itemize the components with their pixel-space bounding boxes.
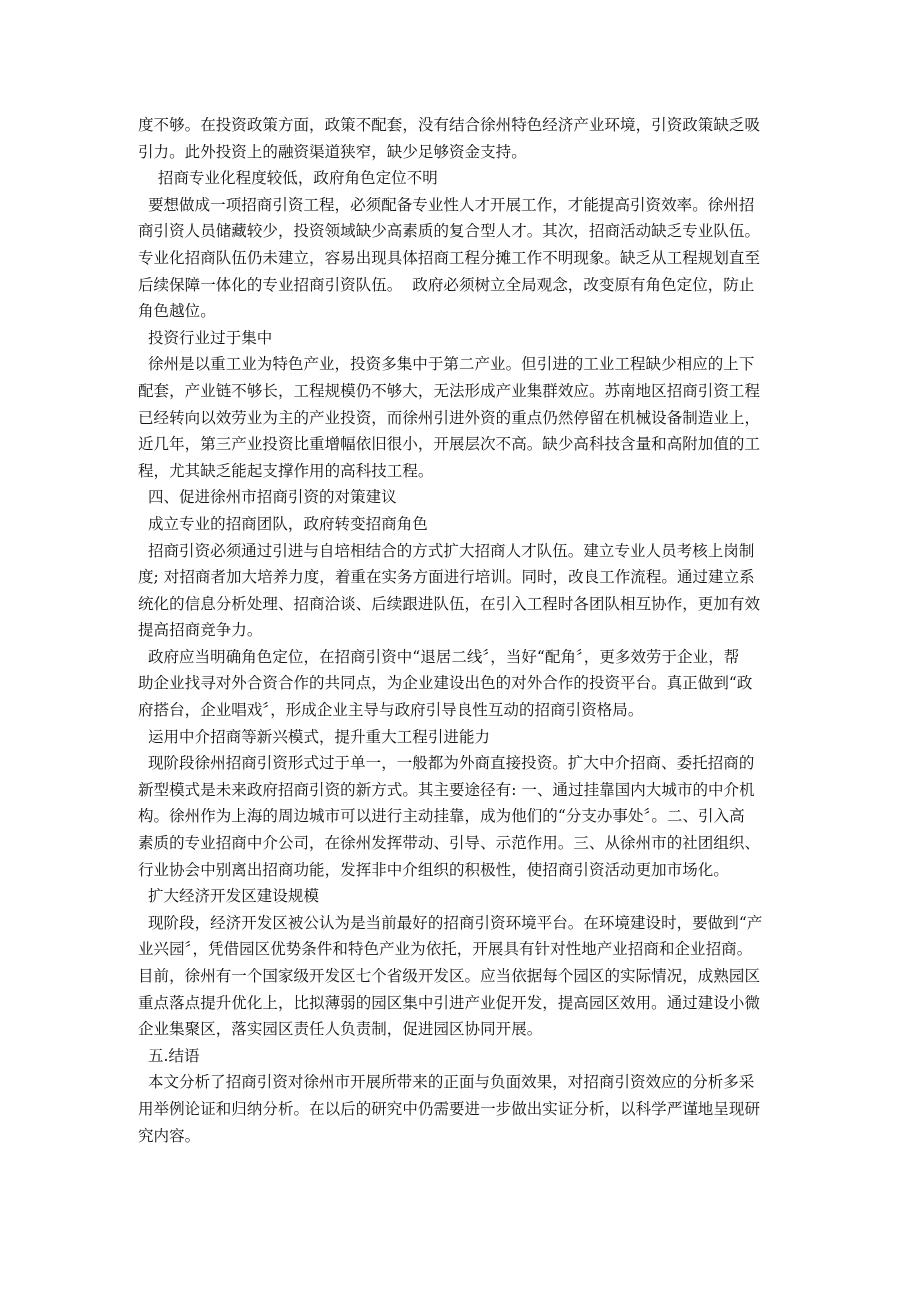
text-line: 助企业找寻对外合资合作的共同点，为企业建设出色的对外合作的投资平台。真正做到“政: [138, 674, 753, 693]
text-line: 度不够。在投资政策方面，政策不配套，没有结合徐州特色经济产业环境，引资政策缺乏吸: [138, 116, 761, 134]
text-line: 五.结语: [138, 1046, 200, 1065]
text-line: 本文分析了招商引资对徐州市开展所带来的正面与负面效果，对招商引资效应的分析多采: [138, 1073, 755, 1092]
text-line: 现阶段徐州招商引资形式过于单一，一般都为外商直接投资。扩大中介招商、委托招商的: [138, 754, 755, 773]
text-line: 现阶段，经济开发区被公认为是当前最好的招商引资环境平台。在环境建设时，要做到“产: [138, 913, 763, 932]
text-line: 统化的信息分析处理、招商洽谈、后续跟进队伍，在引入工程时各团队相互协作，更加有效: [138, 594, 761, 613]
text-line: 扩大经济开发区建设规模: [138, 887, 320, 906]
text-line: 要想做成一项招商引资工程，必须配备专业性人才开展工作，才能提高引资效率。徐州招: [138, 195, 755, 214]
text-line: 提高招商竞争力。: [138, 621, 263, 640]
text-line: 投资行业过于集中: [138, 328, 273, 347]
text-line: 后续保障一体化的专业招商引资队伍。 政府必须树立全局观念，改变原有角色定位，防止: [138, 275, 755, 294]
text-line: 招商专业化程度较低，政府角色定位不明: [138, 169, 438, 188]
text-line: 府搭台，企业唱戏〞，形成企业主导与政府引导良性互动的招商引资格局。: [138, 701, 644, 720]
text-line: 重点落点提升优化上，比拟薄弱的园区集中引进产业促开发，提高园区效用。通过建设小微: [138, 993, 761, 1012]
text-line: 目前，徐州有一个国家级开发区七个省级开发区。应当依据每个园区的实际情况，成熟园区: [138, 967, 761, 985]
text-line: 业兴园〞，凭借园区优势条件和特色产业为依托，开展具有针对性地产业招商和企业招商。: [138, 940, 753, 959]
text-line: 引力。此外投资上的融资渠道狭窄，缺少足够资金支持。: [138, 142, 527, 161]
text-line: 企业集聚区，落实园区责任人负责制，促进园区协同开展。: [138, 1020, 543, 1039]
text-line: 近几年，第三产业投资比重增幅依旧很小，开展层次不高。缺少高科技含量和高附加值的工: [138, 435, 761, 454]
text-line: 专业化招商队伍仍未建立，容易出现具体招商工程分摊工作不明现象。缺乏从工程规划直至: [138, 248, 761, 267]
text-line: 行业协会中别离出招商功能，发挥非中介组织的积极性，使招商引资活动更加市场化。: [138, 860, 729, 879]
text-line: 用举例论证和归纳分析。在以后的研究中仍需要进一步做出实证分析，以科学严谨地呈现研: [138, 1099, 761, 1118]
text-line: 商引资人员储藏较少，投资领域缺少高素质的复合型人才。其次，招商活动缺乏专业队伍。: [138, 222, 761, 241]
text-line: 政府应当明确角色定位，在招商引资中“退居二线〞，当好“配角〞，更多效劳于企业，帮: [138, 647, 740, 666]
text-line: 度; 对招商者加大培养力度，着重在实务方面进行培训。同时，改良工作流程。通过建立系: [138, 568, 755, 587]
text-line: 运用中介招商等新兴模式，提升重大工程引进能力: [138, 727, 491, 746]
text-line: 已经转向以效劳业为主的产业投资，而徐州引进外资的重点仍然停留在机械设备制造业上，: [138, 408, 761, 427]
text-line: 配套，产业链不够长，工程规模仍不够大，无法形成产业集群效应。苏南地区招商引资工程: [138, 381, 761, 400]
text-line: 四、促进徐州市招商引资的对策建议: [138, 488, 397, 507]
text-line: 角色越位。: [138, 302, 216, 321]
text-line: 新型模式是未来政府招商引资的新方式。其主要途径有: 一、通过挂靠国内大城市的中介机: [138, 780, 755, 799]
document-page: [138, 112, 798, 1149]
text-line: 招商引资必须通过引进与自培相结合的方式扩大招商人才队伍。建立专业人员考核上岗制: [138, 541, 755, 560]
text-line: 素质的专业招商中介公司，在徐州发挥带动、引导、示范作用。三、从徐州市的社团组织、: [138, 834, 761, 853]
text-line: 成立专业的招商团队，政府转变招商角色: [138, 514, 428, 533]
text-line: 徐州是以重工业为特色产业，投资多集中于第二产业。但引进的工业工程缺少相应的上下: [138, 355, 755, 374]
text-line: 构。徐州作为上海的周边城市可以进行主动挂靠，成为他们的“分支办事处〞。二、引入高: [138, 807, 745, 826]
text-line: 究内容。: [138, 1126, 201, 1145]
text-line: 程，尤其缺乏能起支撑作用的高科技工程。: [138, 461, 434, 480]
